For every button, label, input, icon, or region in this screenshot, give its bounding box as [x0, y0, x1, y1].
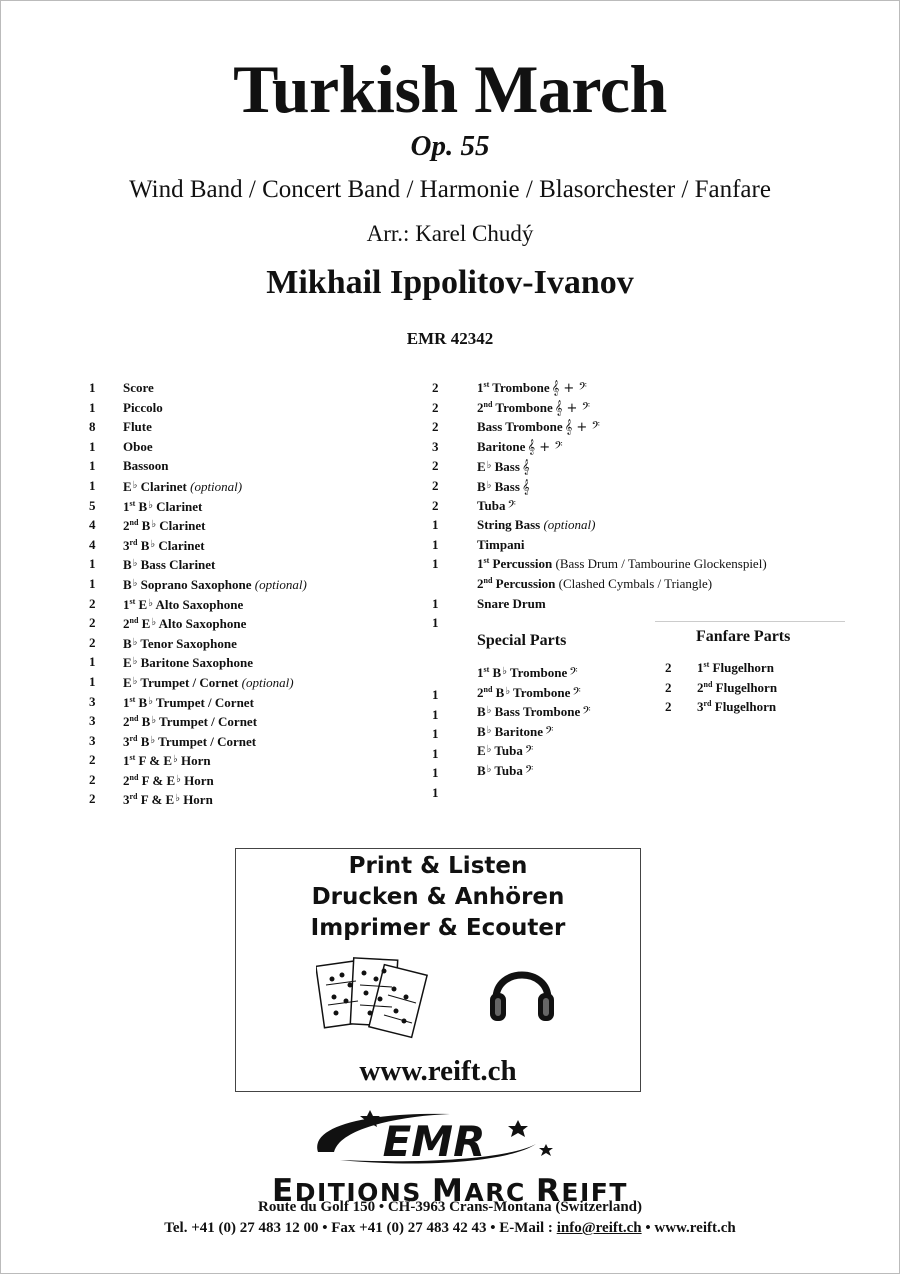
composer-name: Mikhail Ippolitov-Ivanov: [266, 264, 634, 301]
part-name: B♭ Soprano Saxophone (optional): [123, 576, 307, 592]
part-name: B♭ Tuba 𝄢: [477, 762, 534, 779]
clef-icon: 𝄢: [507, 498, 516, 514]
part-quantity: 1: [89, 575, 96, 591]
part-name: B♭ Bass Clarinet: [123, 557, 216, 573]
part-name: E♭ Tuba 𝄢: [477, 743, 534, 760]
part-quantity: 1: [432, 745, 439, 761]
part-name: E♭ Trumpet / Cornet (optional): [123, 674, 294, 690]
part-quantity: 1: [89, 380, 96, 395]
part-row: [665, 697, 845, 717]
part-quantity: 4: [89, 536, 96, 552]
clef-icon: 𝄞 + 𝄢: [554, 400, 590, 416]
emr-logo-text: EMR: [382, 1117, 486, 1166]
part-name: 1st B♭ Trumpet / Cornet: [123, 694, 254, 710]
catalog-number: EMR 42342: [406, 329, 494, 348]
part-row: [665, 658, 845, 678]
part-name: Tuba 𝄢: [477, 497, 516, 514]
part-name: 1st Percussion (Bass Drum / Tambourine Glockenspiel): [477, 556, 767, 572]
part-quantity: 1: [432, 595, 439, 611]
clef-icon: 𝄢: [545, 724, 554, 740]
part-row: [432, 554, 852, 574]
publisher-contact: Tel. +41 (0) 27 483 12 00 • Fax +41 (0) 27 483 42 43 • E-Mail : info@reift.ch • www.reift.ch: [164, 1220, 736, 1236]
part-quantity: 1: [432, 726, 439, 742]
parts-list-right: [432, 378, 852, 633]
part-row: [432, 398, 852, 418]
part-name: 1st Trombone 𝄞 + 𝄢: [477, 380, 587, 396]
part-quantity: 2: [89, 771, 96, 787]
part-row: [432, 456, 852, 476]
part-quantity: 2: [665, 660, 672, 675]
part-quantity: 3: [89, 693, 96, 709]
part-quantity: 8: [89, 419, 96, 435]
part-name: B♭ Tenor Saxophone: [123, 635, 237, 651]
part-quantity: 3: [432, 438, 439, 454]
part-quantity: 2: [89, 791, 96, 807]
part-row: [432, 476, 852, 496]
email-link[interactable]: info@reift.ch: [556, 1220, 642, 1236]
part-quantity: 2: [432, 458, 439, 474]
headphones-icon: [486, 955, 558, 1027]
part-name: 1st B♭ Clarinet: [123, 498, 203, 514]
part-row: [89, 711, 419, 731]
part-name: Snare Drum: [477, 595, 546, 611]
part-quantity: 1: [432, 615, 439, 631]
part-row: [89, 770, 419, 790]
special-parts-heading: Special Parts: [477, 632, 567, 649]
part-row: [89, 417, 419, 437]
part-name: Timpani: [477, 536, 525, 552]
part-row: [89, 554, 419, 574]
publisher-name: EDITIONS MARC REIFT: [272, 1173, 628, 1209]
part-quantity: 1: [89, 438, 96, 454]
part-row: [89, 398, 419, 418]
part-row: [89, 633, 419, 653]
part-quantity: 1: [432, 687, 439, 702]
part-quantity: 1: [89, 654, 96, 670]
part-row: [89, 496, 419, 516]
part-name: 2nd E♭ Alto Saxophone: [123, 616, 247, 632]
clef-icon: 𝄞: [521, 460, 530, 476]
fanfare-divider: [655, 621, 845, 622]
clef-icon: 𝄞 + 𝄢: [551, 381, 587, 396]
part-row: [432, 378, 852, 398]
part-row: [89, 652, 419, 672]
part-quantity: 2: [665, 699, 672, 715]
special-parts-quantities: [432, 685, 439, 803]
clef-icon: 𝄢: [524, 763, 534, 779]
part-quantity: 2: [665, 679, 672, 695]
part-name: B♭ Baritone 𝄢: [477, 723, 554, 740]
clef-icon: 𝄢: [569, 666, 578, 681]
part-quantity: 2: [432, 399, 439, 415]
part-name: 2nd Percussion (Clashed Cymbals / Triangle): [477, 575, 713, 591]
part-quantity: 1: [432, 517, 439, 533]
clef-icon: 𝄞 + 𝄢: [564, 420, 600, 436]
part-quantity: 2: [432, 380, 439, 395]
part-row: [665, 678, 845, 698]
part-quantity: 2: [89, 752, 96, 768]
clef-icon: 𝄢: [524, 744, 534, 760]
clef-icon: 𝄞: [521, 479, 530, 495]
part-name: 3rd Flugelhorn: [697, 699, 777, 715]
part-name: 1st F & E♭ Horn: [123, 753, 211, 769]
part-quantity: 5: [89, 497, 96, 513]
fanfare-parts-list: [665, 658, 845, 717]
part-name: 1st B♭ Trombone 𝄢: [477, 665, 578, 681]
part-row: [89, 613, 419, 633]
promo-line-english: Print & Listen: [348, 853, 528, 879]
part-row: [432, 574, 852, 594]
part-quantity: 4: [89, 517, 96, 533]
part-name: 3rd B♭ Clarinet: [123, 537, 205, 553]
part-quantity: 3: [89, 732, 96, 748]
part-name: Oboe: [123, 438, 153, 454]
part-name: Piccolo: [123, 399, 163, 415]
parts-list-left: [89, 378, 419, 809]
part-row: [89, 535, 419, 555]
part-quantity: 1: [432, 556, 439, 572]
part-name: B♭ Bass Trombone 𝄢: [477, 704, 591, 721]
clef-icon: 𝄢: [582, 705, 591, 721]
part-name: 3rd F & E♭ Horn: [123, 792, 213, 808]
part-row: [89, 574, 419, 594]
part-row: [89, 731, 419, 751]
part-name: E♭ Clarinet (optional): [123, 478, 243, 494]
part-quantity: 1: [89, 458, 96, 474]
part-quantity: 2: [432, 419, 439, 435]
part-name: 2nd Trombone 𝄞 + 𝄢: [477, 399, 590, 416]
part-name: 2nd B♭ Trombone 𝄢: [477, 684, 581, 701]
part-quantity: 1: [432, 765, 439, 781]
score-title: Turkish March: [233, 51, 667, 127]
part-name: B♭ Bass 𝄞: [477, 478, 530, 495]
part-quantity: 2: [432, 497, 439, 513]
part-name: Baritone 𝄞 + 𝄢: [477, 438, 563, 455]
part-quantity: 1: [432, 536, 439, 552]
part-row: [432, 496, 852, 516]
part-row: [89, 672, 419, 692]
part-name: E♭ Bass 𝄞: [477, 459, 530, 476]
part-quantity: 2: [89, 615, 96, 631]
part-quantity: 1: [89, 673, 96, 689]
part-row: [89, 437, 419, 457]
part-row: [89, 789, 419, 809]
part-quantity: 1: [432, 706, 439, 722]
part-name: Score: [123, 380, 154, 395]
part-name: 1st E♭ Alto Saxophone: [123, 596, 244, 612]
print-listen-box[interactable]: [235, 848, 641, 1092]
part-row: [89, 692, 419, 712]
part-name: E♭ Baritone Saxophone: [123, 655, 253, 671]
part-row: [432, 594, 852, 614]
promo-line-french: Imprimer & Ecouter: [310, 915, 566, 941]
part-quantity: 2: [89, 595, 96, 611]
part-name: Bassoon: [123, 458, 169, 474]
part-row: [89, 750, 419, 770]
fanfare-parts-heading: Fanfare Parts: [696, 628, 791, 645]
promo-line-german: Drucken & Anhören: [311, 884, 565, 910]
part-quantity: 2: [432, 477, 439, 493]
part-row: [432, 417, 852, 437]
part-row: [432, 535, 852, 555]
part-quantity: 1: [432, 784, 439, 800]
clef-icon: 𝄢: [572, 685, 581, 701]
part-row: [89, 456, 419, 476]
part-name: 2nd B♭ Trumpet / Cornet: [123, 714, 258, 730]
part-quantity: 1: [89, 399, 96, 415]
arranger-line: Arr.: Karel Chudý: [366, 221, 534, 246]
part-row: [432, 437, 852, 457]
sheet-music-icon: [316, 955, 428, 1043]
part-name: 3rd B♭ Trumpet / Cornet: [123, 733, 257, 749]
clef-icon: 𝄞 + 𝄢: [527, 439, 563, 455]
part-name: 2nd B♭ Clarinet: [123, 518, 206, 534]
part-quantity: 1: [89, 477, 96, 493]
part-name: Flute: [123, 419, 152, 435]
part-quantity: 1: [89, 556, 96, 572]
ensemble-line: Wind Band / Concert Band / Harmonie / Blasorchester / Fanfare: [129, 176, 771, 203]
part-row: [89, 476, 419, 496]
publisher-address: Route du Golf 150 • CH-3963 Crans-Montana (Switzerland): [258, 1199, 642, 1215]
part-name: String Bass (optional): [477, 517, 596, 533]
part-name: Bass Trombone 𝄞 + 𝄢: [477, 419, 600, 436]
part-name: 2nd Flugelhorn: [697, 679, 778, 695]
part-row: [432, 515, 852, 535]
promo-url[interactable]: www.reift.ch: [359, 1055, 517, 1087]
part-name: 2nd F & E♭ Horn: [123, 772, 214, 788]
part-row: [89, 594, 419, 614]
emr-logo: [300, 1106, 560, 1172]
part-quantity: 3: [89, 713, 96, 729]
part-quantity: 2: [89, 634, 96, 650]
part-row: [89, 378, 419, 398]
part-row: [89, 515, 419, 535]
opus-number: Op. 55: [410, 130, 490, 162]
part-name: 1st Flugelhorn: [697, 660, 774, 675]
